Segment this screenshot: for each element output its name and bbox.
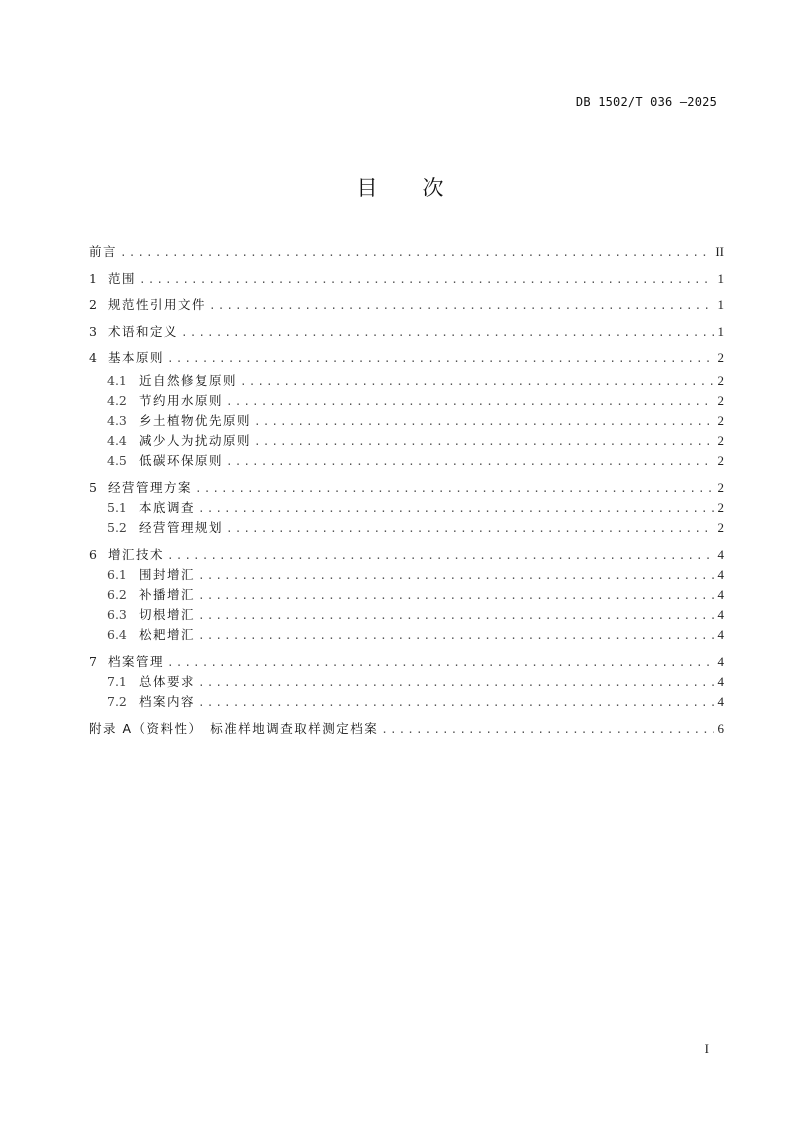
toc-entry-label: 附录 A（资料性） 标准样地调查取样测定档案 bbox=[89, 721, 379, 736]
toc-leader-dots bbox=[240, 373, 713, 391]
toc-leader-dots bbox=[167, 350, 713, 368]
toc-entry-page: 4 bbox=[717, 607, 724, 622]
toc-entry-number: 3 bbox=[89, 324, 97, 339]
toc-entry-4-3[interactable] bbox=[89, 412, 724, 430]
toc-entry-5-1[interactable] bbox=[89, 499, 724, 517]
toc-leader-dots bbox=[254, 433, 713, 451]
toc-entry-number: 6.2 bbox=[107, 587, 127, 602]
toc-entry-page: 2 bbox=[717, 500, 724, 515]
toc-leader-dots bbox=[181, 324, 713, 342]
toc-entry-page: 1 bbox=[717, 297, 724, 312]
toc-entry-7-2[interactable] bbox=[89, 693, 724, 711]
toc-leader-dots bbox=[226, 393, 713, 411]
toc-entry-label: 补播增汇 bbox=[139, 587, 196, 602]
toc-entry-number: 6.4 bbox=[107, 627, 127, 642]
toc-entry-page: 2 bbox=[717, 433, 724, 448]
toc-entry-label: 松耙增汇 bbox=[139, 627, 196, 642]
toc-entry-number: 1 bbox=[89, 271, 97, 286]
toc-entry-3[interactable] bbox=[89, 323, 724, 341]
toc-entry-label: 基本原则 bbox=[108, 350, 165, 365]
toc-entry-label: 增汇技术 bbox=[108, 547, 165, 562]
toc-entry-page: 2 bbox=[717, 413, 724, 428]
toc-entry-number: 6.1 bbox=[107, 567, 127, 582]
toc-entry-number: 7.1 bbox=[107, 674, 127, 689]
toc-entry-6-3[interactable] bbox=[89, 606, 724, 624]
toc-leader-dots bbox=[226, 453, 713, 471]
toc-leader-dots bbox=[139, 271, 713, 289]
toc-entry-number: 6.3 bbox=[107, 607, 127, 622]
toc-leader-dots bbox=[198, 567, 713, 585]
toc-entry-6-2[interactable] bbox=[89, 586, 724, 604]
toc-entry-page: 2 bbox=[717, 480, 724, 495]
toc-entry-4-2[interactable] bbox=[89, 392, 724, 410]
toc-leader-dots bbox=[226, 520, 713, 538]
toc-leader-dots bbox=[254, 413, 713, 431]
toc-leader-dots bbox=[198, 500, 713, 518]
toc-entry-4-5[interactable] bbox=[89, 452, 724, 470]
toc-entry-4-1[interactable] bbox=[89, 372, 724, 390]
toc-entry-label: 经营管理方案 bbox=[108, 480, 193, 495]
toc-entry-5[interactable] bbox=[89, 479, 724, 497]
toc-entry-4-4[interactable] bbox=[89, 432, 724, 450]
toc-entry-label: 档案管理 bbox=[108, 654, 165, 669]
toc-entry-page: II bbox=[715, 244, 724, 259]
toc-entry-label: 本底调查 bbox=[139, 500, 196, 515]
toc-leader-dots bbox=[198, 694, 713, 712]
toc-leader-dots bbox=[195, 480, 713, 498]
toc-leader-dots bbox=[198, 607, 713, 625]
toc-entry-page: 6 bbox=[717, 721, 724, 736]
toc-entry-page: 4 bbox=[717, 587, 724, 602]
toc-entry-label: 规范性引用文件 bbox=[108, 297, 207, 312]
toc-entry-6[interactable] bbox=[89, 546, 724, 564]
toc-entry-page: 4 bbox=[717, 627, 724, 642]
toc-entry-4[interactable] bbox=[89, 349, 724, 367]
toc-leader-dots bbox=[198, 627, 713, 645]
toc-entry-number: 7 bbox=[89, 654, 97, 669]
toc-entry-foreword[interactable] bbox=[89, 243, 724, 261]
toc-entry-number: 5 bbox=[89, 480, 97, 495]
toc-entry-label: 近自然修复原则 bbox=[139, 373, 238, 388]
toc-entry-label: 范围 bbox=[108, 271, 137, 286]
toc-entry-page: 1 bbox=[717, 324, 724, 339]
toc-entry-label: 术语和定义 bbox=[108, 324, 179, 339]
toc-entry-label: 切根增汇 bbox=[139, 607, 196, 622]
toc-entry-7-1[interactable] bbox=[89, 673, 724, 691]
toc-entry-page: 4 bbox=[717, 654, 724, 669]
toc-entry-label: 总体要求 bbox=[139, 674, 196, 689]
toc-leader-dots bbox=[209, 297, 713, 315]
toc-leader-dots bbox=[120, 244, 711, 262]
toc-entry-page: 4 bbox=[717, 694, 724, 709]
toc-entry-number: 7.2 bbox=[107, 694, 127, 709]
toc-entry-number: 6 bbox=[89, 547, 97, 562]
toc-entry-appendix-a[interactable] bbox=[89, 720, 724, 738]
toc-entry-page: 2 bbox=[717, 520, 724, 535]
toc-entry-6-1[interactable] bbox=[89, 566, 724, 584]
toc-entry-label: 围封增汇 bbox=[139, 567, 196, 582]
toc-entry-label: 乡土植物优先原则 bbox=[139, 413, 252, 428]
toc-entry-page: 2 bbox=[717, 393, 724, 408]
toc-entry-number: 4.5 bbox=[107, 453, 127, 468]
toc-entry-label: 减少人为扰动原则 bbox=[139, 433, 252, 448]
page-title bbox=[0, 172, 800, 202]
toc-entry-1[interactable] bbox=[89, 270, 724, 288]
toc-entry-number: 5.1 bbox=[107, 500, 127, 515]
toc-entry-6-4[interactable] bbox=[89, 626, 724, 644]
toc-entry-page: 4 bbox=[717, 567, 724, 582]
toc-leader-dots bbox=[198, 587, 713, 605]
toc-entry-number: 4.1 bbox=[107, 373, 127, 388]
toc-entry-number: 4.4 bbox=[107, 433, 127, 448]
toc-entry-number: 4.2 bbox=[107, 393, 127, 408]
toc-entry-number: 4.3 bbox=[107, 413, 127, 428]
toc-entry-page: 2 bbox=[717, 373, 724, 388]
toc-entry-5-2[interactable] bbox=[89, 519, 724, 537]
toc-entry-label: 节约用水原则 bbox=[139, 393, 224, 408]
title-char-1: 目 bbox=[356, 176, 378, 200]
toc-entry-number: 2 bbox=[89, 297, 97, 312]
toc-entry-label: 经营管理规划 bbox=[139, 520, 224, 535]
toc-entry-page: 2 bbox=[717, 453, 724, 468]
title-char-2: 次 bbox=[422, 176, 444, 200]
toc-entry-2[interactable] bbox=[89, 296, 724, 314]
toc-leader-dots bbox=[198, 674, 713, 692]
toc-entry-label: 前言 bbox=[89, 244, 118, 259]
toc-leader-dots bbox=[167, 654, 713, 672]
toc-entry-label: 档案内容 bbox=[139, 694, 196, 709]
footer-page-number: I bbox=[704, 1041, 709, 1056]
toc-leader-dots bbox=[381, 721, 713, 739]
toc-entry-7[interactable] bbox=[89, 653, 724, 671]
toc-entry-page: 4 bbox=[717, 674, 724, 689]
toc-entry-page: 1 bbox=[717, 271, 724, 286]
toc-entry-page: 2 bbox=[717, 350, 724, 365]
toc-leader-dots bbox=[167, 547, 713, 565]
toc-entry-number: 4 bbox=[89, 350, 97, 365]
document-code: DB 1502/T 036 —2025 bbox=[575, 95, 717, 109]
toc-entry-number: 5.2 bbox=[107, 520, 127, 535]
toc-entry-page: 4 bbox=[717, 547, 724, 562]
toc-entry-label: 低碳环保原则 bbox=[139, 453, 224, 468]
